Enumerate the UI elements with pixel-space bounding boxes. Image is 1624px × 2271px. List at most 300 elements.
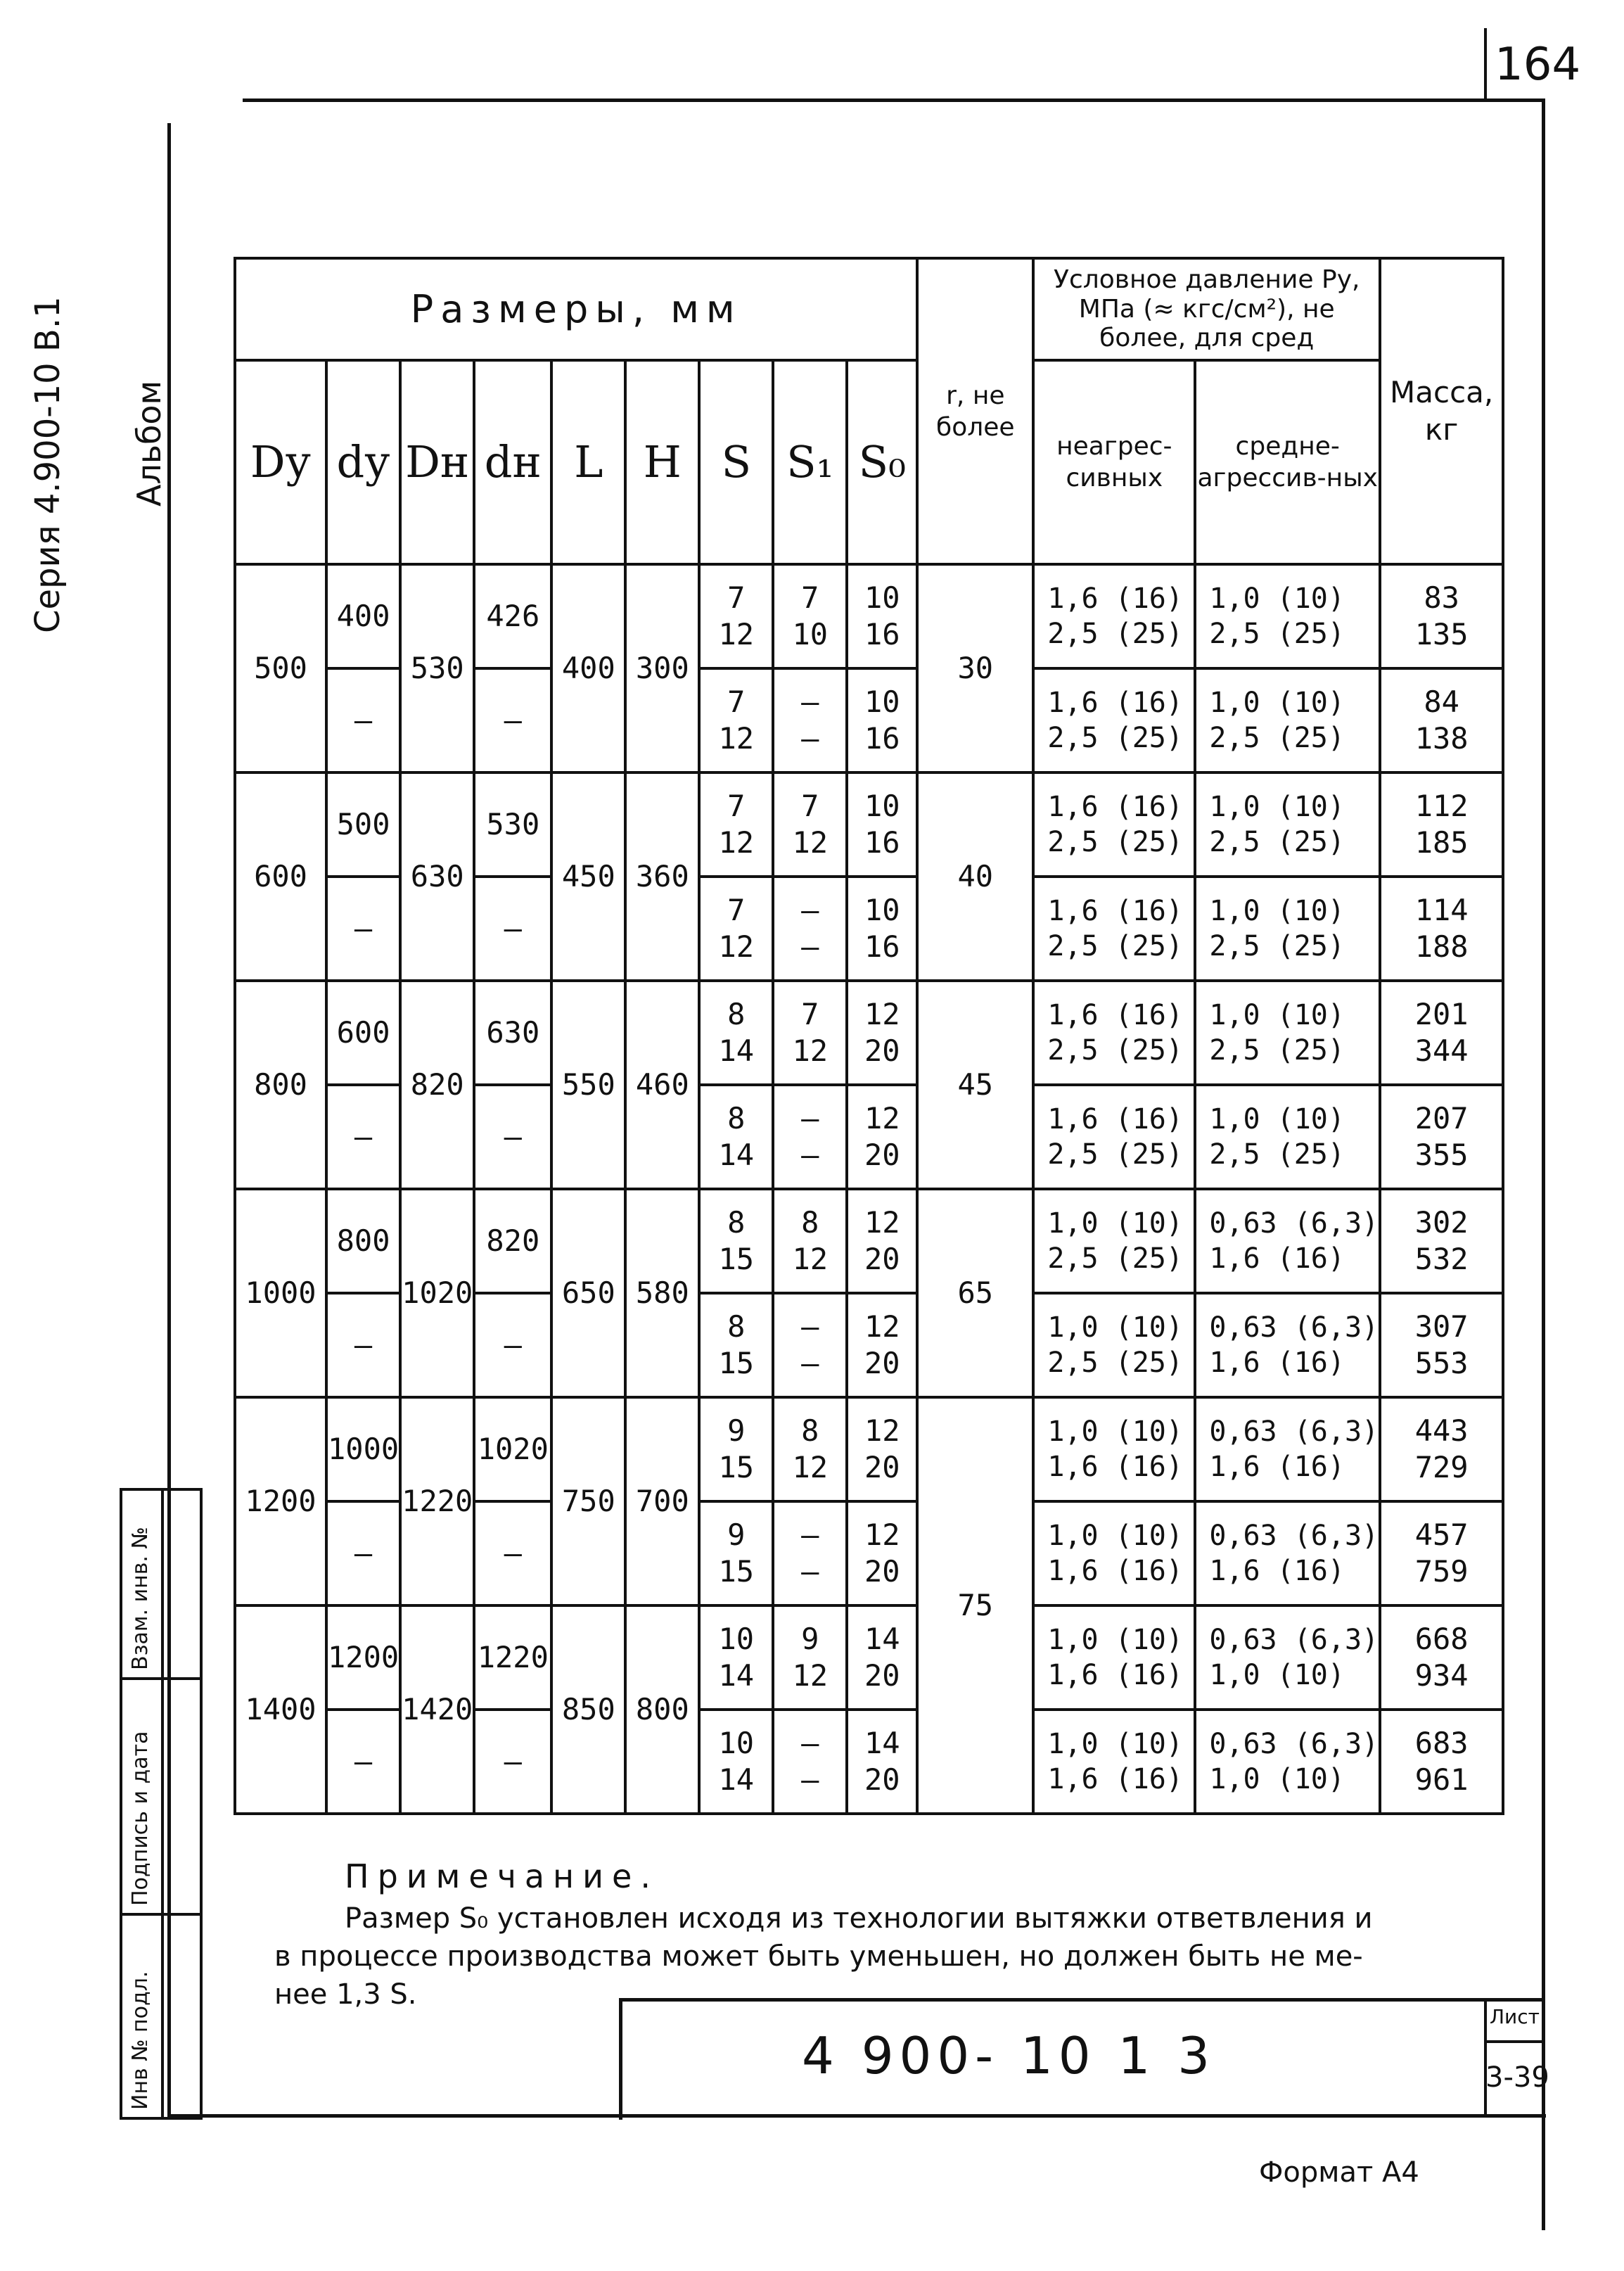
stamp-row-line	[122, 1913, 200, 1916]
cell-mass-value: 553	[1414, 1346, 1469, 1380]
table-row	[235, 1189, 1503, 1293]
cell-pressure-non-aggressive-value: 1,6 (16)	[1047, 791, 1183, 823]
cell-S0-value: 20	[864, 1450, 900, 1484]
cell-pressure-non-aggressive	[1033, 1085, 1195, 1189]
cell-Dy: 1400	[235, 1605, 326, 1814]
cell-Dy: 1000	[235, 1189, 326, 1397]
cell-pressure-medium-aggressive-value: 1,0 (10)	[1209, 791, 1345, 823]
cell-pressure-non-aggressive-value: 1,0 (10)	[1047, 1311, 1183, 1344]
cell-pressure-non-aggressive-value: 1,0 (10)	[1047, 1207, 1183, 1240]
cell-pressure-non-aggressive	[1033, 981, 1195, 1085]
cell-S-value: 14	[718, 1762, 755, 1797]
cell-S1	[773, 1605, 847, 1710]
dimensions-table	[234, 257, 1504, 1815]
cell-S0-value: 10	[864, 788, 900, 823]
cell-mass-value: 961	[1414, 1762, 1469, 1797]
cell-mass-value: 201	[1414, 996, 1469, 1031]
cell-pressure-non-aggressive	[1033, 668, 1195, 772]
cell-pressure-non-aggressive-value: 1,6 (16)	[1047, 583, 1183, 615]
r-header: r, не более	[917, 258, 1033, 564]
cell-S1	[773, 981, 847, 1085]
cell-S1-value: 12	[792, 1450, 829, 1484]
cell-Dn: 1420	[400, 1605, 474, 1814]
table-row	[235, 1605, 1503, 1710]
cell-S0-value: 12	[864, 1100, 900, 1136]
cell-S	[699, 981, 773, 1085]
cell-mass	[1380, 668, 1503, 772]
cell-mass-value: 344	[1414, 1033, 1469, 1068]
cell-pressure-non-aggressive	[1033, 1605, 1195, 1710]
col-S1: S₁	[773, 360, 847, 564]
cell-pressure-non-aggressive-value: 2,5 (25)	[1047, 722, 1183, 754]
cell-S-value: 9	[727, 1517, 746, 1552]
cell-S-value: 10	[718, 1621, 755, 1656]
cell-mass	[1380, 1605, 1503, 1710]
pressure-header: Условное давление Pу, МПа (≈ кгс/см²), не более, для сред	[1033, 258, 1380, 360]
note-line: нее 1,3 S.	[274, 1978, 417, 2011]
cell-S1-value: —	[801, 1517, 819, 1552]
cell-S-value: 10	[718, 1725, 755, 1760]
cell-S-value: 12	[718, 929, 755, 964]
cell-mass-value: 532	[1414, 1242, 1469, 1276]
cell-L: 450	[551, 772, 625, 981]
cell-S-value: 12	[718, 825, 755, 860]
cell-pressure-medium-aggressive-value: 1,6 (16)	[1209, 1555, 1345, 1587]
cell-mass-value: 114	[1414, 892, 1469, 927]
cell-H: 300	[625, 564, 699, 772]
cell-pressure-medium-aggressive	[1195, 668, 1380, 772]
cell-S-value: 15	[718, 1346, 755, 1380]
cell-pressure-non-aggressive	[1033, 1293, 1195, 1397]
cell-S1	[773, 1293, 847, 1397]
cell-pressure-medium-aggressive-value: 0,63 (6,3)	[1209, 1416, 1379, 1448]
cell-pressure-non-aggressive-value: 2,5 (25)	[1047, 1347, 1183, 1379]
col-Dy: Dу	[235, 360, 326, 564]
cell-pressure-medium-aggressive-value: 1,0 (10)	[1209, 1103, 1345, 1136]
cell-pressure-non-aggressive-value: 2,5 (25)	[1047, 618, 1183, 650]
cell-S1-value: 12	[792, 1658, 829, 1693]
cell-pressure-non-aggressive-value: 1,6 (16)	[1047, 895, 1183, 927]
cell-mass	[1380, 564, 1503, 668]
mass-header: Масса, кг	[1380, 258, 1503, 564]
approval-stamp	[120, 1488, 203, 2120]
note-title: Примечание.	[345, 1857, 659, 1895]
cell-S-value: 7	[727, 580, 746, 615]
cell-mass-value: 188	[1414, 929, 1469, 964]
cell-S0	[847, 1293, 917, 1397]
cell-S0-value: 16	[864, 721, 900, 756]
cell-pressure-non-aggressive-value: 1,6 (16)	[1047, 1763, 1183, 1795]
cell-Dn: 630	[400, 772, 474, 981]
cell-mass	[1380, 1293, 1503, 1397]
cell-pressure-medium-aggressive	[1195, 1189, 1380, 1293]
dimensions-header: Размеры, мм	[235, 258, 917, 360]
cell-S0-value: 16	[864, 617, 900, 651]
cell-S0-value: 10	[864, 684, 900, 719]
cell-S0-value: 12	[864, 1413, 900, 1448]
cell-pressure-medium-aggressive	[1195, 1085, 1380, 1189]
cell-pressure-medium-aggressive-value: 1,0 (10)	[1209, 895, 1345, 927]
cell-S1	[773, 564, 847, 668]
note-line: в процессе производства может быть уменьшен, но должен быть не ме-	[274, 1940, 1363, 1973]
cell-dn: —	[474, 668, 551, 772]
cell-S1-value: 9	[801, 1621, 819, 1656]
cell-dn: 426	[474, 564, 551, 668]
cell-pressure-non-aggressive	[1033, 564, 1195, 668]
cell-dn: —	[474, 1501, 551, 1605]
cell-dy: —	[326, 1710, 400, 1814]
cell-S	[699, 1397, 773, 1501]
cell-pressure-medium-aggressive-value: 1,6 (16)	[1209, 1347, 1345, 1379]
cell-S1-value: —	[801, 892, 819, 927]
cell-dy: 1200	[326, 1605, 400, 1710]
cell-S0-value: 20	[864, 1138, 900, 1172]
cell-S	[699, 1710, 773, 1814]
cell-S	[699, 1085, 773, 1189]
cell-S1-value: —	[801, 1725, 819, 1760]
cell-pressure-medium-aggressive	[1195, 981, 1380, 1085]
cell-S1	[773, 1085, 847, 1189]
cell-mass	[1380, 1397, 1503, 1501]
cell-S0	[847, 1605, 917, 1710]
cell-S0	[847, 1189, 917, 1293]
cell-S	[699, 668, 773, 772]
cell-pressure-non-aggressive-value: 1,0 (10)	[1047, 1624, 1183, 1656]
cell-S-value: 7	[727, 788, 746, 823]
medium-aggressive-header: средне-агрессив-ных	[1195, 360, 1380, 564]
cell-S1-value: —	[801, 721, 819, 756]
cell-mass	[1380, 1710, 1503, 1814]
cell-dy: —	[326, 1085, 400, 1189]
cell-dn: 630	[474, 981, 551, 1085]
cell-pressure-non-aggressive-value: 2,5 (25)	[1047, 1138, 1183, 1171]
cell-dn: —	[474, 1293, 551, 1397]
cell-mass-value: 443	[1414, 1413, 1469, 1448]
cell-S-value: 8	[727, 1100, 746, 1136]
cell-S0	[847, 1710, 917, 1814]
stamp-row-line	[122, 1677, 200, 1680]
cell-S1	[773, 1397, 847, 1501]
cell-S1	[773, 1189, 847, 1293]
cell-pressure-medium-aggressive-value: 1,0 (10)	[1209, 583, 1345, 615]
cell-S-value: 8	[727, 996, 746, 1031]
sheet-number-divider	[1484, 28, 1487, 102]
cell-S1-value: —	[801, 1762, 819, 1797]
cell-H: 360	[625, 772, 699, 981]
cell-S-value: 14	[718, 1138, 755, 1172]
cell-pressure-non-aggressive	[1033, 1189, 1195, 1293]
cell-r: 75	[917, 1397, 1033, 1814]
cell-mass-value: 759	[1414, 1554, 1469, 1589]
cell-pressure-medium-aggressive-value: 1,0 (10)	[1209, 1763, 1345, 1795]
cell-S0-value: 20	[864, 1346, 900, 1380]
cell-Dy: 600	[235, 772, 326, 981]
cell-pressure-non-aggressive-value: 1,6 (16)	[1047, 1103, 1183, 1136]
cell-S0-value: 12	[864, 996, 900, 1031]
cell-S1	[773, 877, 847, 981]
cell-pressure-non-aggressive-value: 1,6 (16)	[1047, 1451, 1183, 1483]
cell-S1-value: —	[801, 1346, 819, 1380]
cell-S	[699, 1189, 773, 1293]
cell-mass-value: 729	[1414, 1450, 1469, 1484]
cell-pressure-medium-aggressive-value: 2,5 (25)	[1209, 722, 1345, 754]
cell-mass-value: 185	[1414, 825, 1469, 860]
cell-S1	[773, 668, 847, 772]
cell-pressure-medium-aggressive	[1195, 1293, 1380, 1397]
cell-mass	[1380, 772, 1503, 877]
cell-mass-value: 668	[1414, 1621, 1469, 1656]
cell-S0-value: 10	[864, 580, 900, 615]
cell-S0-value: 20	[864, 1762, 900, 1797]
stamp-signature-label: Подпись и дата	[128, 1731, 153, 1906]
cell-r: 30	[917, 564, 1033, 772]
cell-mass-value: 84	[1424, 684, 1459, 719]
cell-pressure-non-aggressive	[1033, 877, 1195, 981]
sheet-label: Лист	[1490, 2005, 1540, 2028]
cell-dy: —	[326, 1293, 400, 1397]
cell-pressure-non-aggressive-value: 1,6 (16)	[1047, 1659, 1183, 1691]
cell-pressure-medium-aggressive-value: 1,0 (10)	[1209, 1659, 1345, 1691]
cell-r: 40	[917, 772, 1033, 981]
cell-S0-value: 16	[864, 929, 900, 964]
cell-dn: 1220	[474, 1605, 551, 1710]
col-L: L	[551, 360, 625, 564]
cell-S1-value: 12	[792, 825, 829, 860]
cell-pressure-non-aggressive	[1033, 1397, 1195, 1501]
cell-mass-value: 138	[1414, 721, 1469, 756]
non-aggressive-header: неагрес-сивных	[1033, 360, 1195, 564]
cell-L: 750	[551, 1397, 625, 1605]
album-label: Альбом	[130, 380, 168, 507]
cell-mass	[1380, 1189, 1503, 1293]
cell-mass-value: 683	[1414, 1725, 1469, 1760]
cell-S0-value: 14	[864, 1725, 900, 1760]
cell-S1-value: 8	[801, 1413, 819, 1448]
cell-S0	[847, 1501, 917, 1605]
cell-S1-value: —	[801, 684, 819, 719]
col-S: S	[699, 360, 773, 564]
cell-S0	[847, 564, 917, 668]
cell-mass	[1380, 1085, 1503, 1189]
cell-pressure-medium-aggressive-value: 0,63 (6,3)	[1209, 1624, 1379, 1656]
cell-pressure-medium-aggressive-value: 2,5 (25)	[1209, 930, 1345, 962]
cell-pressure-non-aggressive-value: 2,5 (25)	[1047, 826, 1183, 858]
cell-S1-value: —	[801, 1309, 819, 1344]
cell-S1-value: —	[801, 1100, 819, 1136]
cell-S0	[847, 668, 917, 772]
cell-H: 460	[625, 981, 699, 1189]
cell-r: 45	[917, 981, 1033, 1189]
cell-S	[699, 564, 773, 668]
cell-S	[699, 772, 773, 877]
cell-Dn: 530	[400, 564, 474, 772]
stamp-divider	[161, 1491, 164, 2117]
series-label: Серия 4.900-10 В.1	[28, 296, 68, 633]
cell-r: 65	[917, 1189, 1033, 1397]
cell-mass	[1380, 1501, 1503, 1605]
cell-Dy: 800	[235, 981, 326, 1189]
cell-dy: —	[326, 668, 400, 772]
cell-pressure-non-aggressive-value: 1,6 (16)	[1047, 999, 1183, 1031]
cell-dy: 500	[326, 772, 400, 877]
cell-pressure-medium-aggressive	[1195, 1501, 1380, 1605]
cell-S0	[847, 772, 917, 877]
cell-S0-value: 20	[864, 1554, 900, 1589]
stamp-inv-label: Инв № подл.	[128, 1971, 153, 2110]
cell-pressure-medium-aggressive	[1195, 1397, 1380, 1501]
table-row	[235, 1397, 1503, 1501]
cell-pressure-medium-aggressive-value: 1,6 (16)	[1209, 1242, 1345, 1275]
cell-pressure-non-aggressive-value: 1,6 (16)	[1047, 687, 1183, 719]
col-Dn: Dн	[400, 360, 474, 564]
cell-S0-value: 14	[864, 1621, 900, 1656]
note-line: Размер S₀ установлен исходя из технологии вытяжки ответвления и	[345, 1902, 1373, 1935]
cell-S1-value: 7	[801, 788, 819, 823]
cell-S-value: 7	[727, 684, 746, 719]
cell-pressure-non-aggressive	[1033, 1501, 1195, 1605]
cell-dy: 400	[326, 564, 400, 668]
cell-pressure-medium-aggressive-value: 2,5 (25)	[1209, 618, 1345, 650]
cell-S1-value: 8	[801, 1204, 819, 1240]
table-row	[235, 981, 1503, 1085]
note-body	[274, 1900, 1505, 2014]
cell-Dn: 820	[400, 981, 474, 1189]
cell-mass-value: 457	[1414, 1517, 1469, 1552]
cell-S1-value: 12	[792, 1033, 829, 1068]
cell-dy: 800	[326, 1189, 400, 1293]
cell-S0-value: 12	[864, 1204, 900, 1240]
cell-pressure-medium-aggressive-value: 2,5 (25)	[1209, 1138, 1345, 1171]
cell-S0	[847, 1085, 917, 1189]
cell-pressure-medium-aggressive	[1195, 772, 1380, 877]
cell-S1	[773, 1710, 847, 1814]
cell-mass-value: 302	[1414, 1204, 1469, 1240]
table-row	[235, 564, 1503, 668]
cell-dn: 820	[474, 1189, 551, 1293]
cell-L: 650	[551, 1189, 625, 1397]
cell-S-value: 8	[727, 1204, 746, 1240]
cell-dy: 1000	[326, 1397, 400, 1501]
cell-S1-value: —	[801, 1554, 819, 1589]
frame-top-line	[243, 98, 1544, 102]
cell-L: 850	[551, 1605, 625, 1814]
col-dn: dн	[474, 360, 551, 564]
cell-S0-value: 12	[864, 1309, 900, 1344]
table-row	[235, 772, 1503, 877]
cell-Dn: 1020	[400, 1189, 474, 1397]
col-S0: S₀	[847, 360, 917, 564]
cell-pressure-medium-aggressive-value: 1,6 (16)	[1209, 1451, 1345, 1483]
cell-S0-value: 20	[864, 1033, 900, 1068]
cell-pressure-non-aggressive-value: 2,5 (25)	[1047, 1034, 1183, 1067]
cell-pressure-medium-aggressive-value: 0,63 (6,3)	[1209, 1207, 1379, 1240]
cell-mass-value: 112	[1414, 788, 1469, 823]
cell-pressure-medium-aggressive-value: 1,0 (10)	[1209, 687, 1345, 719]
cell-Dy: 1200	[235, 1397, 326, 1605]
cell-S0-value: 12	[864, 1517, 900, 1552]
cell-pressure-medium-aggressive-value: 2,5 (25)	[1209, 1034, 1345, 1067]
cell-dn: 1020	[474, 1397, 551, 1501]
cell-mass-value: 83	[1424, 580, 1459, 615]
cell-S-value: 9	[727, 1413, 746, 1448]
cell-S-value: 12	[718, 721, 755, 756]
col-dy: dу	[326, 360, 400, 564]
cell-dy: —	[326, 877, 400, 981]
cell-S1-value: 12	[792, 1242, 829, 1276]
cell-mass-value: 307	[1414, 1309, 1469, 1344]
cell-mass-value: 355	[1414, 1138, 1469, 1172]
document-code: 4 900- 10 1 3	[802, 2026, 1215, 2085]
cell-S-value: 12	[718, 617, 755, 651]
cell-pressure-non-aggressive-value: 1,0 (10)	[1047, 1520, 1183, 1552]
cell-S	[699, 1605, 773, 1710]
cell-S0	[847, 1397, 917, 1501]
cell-S1-value: 7	[801, 996, 819, 1031]
cell-pressure-non-aggressive	[1033, 1710, 1195, 1814]
cell-S1	[773, 1501, 847, 1605]
cell-S-value: 8	[727, 1309, 746, 1344]
cell-dn: —	[474, 1085, 551, 1189]
cell-S1	[773, 772, 847, 877]
cell-dy: —	[326, 1501, 400, 1605]
cell-pressure-medium-aggressive-value: 0,63 (6,3)	[1209, 1520, 1379, 1552]
cell-S	[699, 1501, 773, 1605]
cell-pressure-non-aggressive-value: 1,0 (10)	[1047, 1416, 1183, 1448]
cell-S0-value: 16	[864, 825, 900, 860]
cell-pressure-medium-aggressive-value: 0,63 (6,3)	[1209, 1311, 1379, 1344]
cell-S0	[847, 981, 917, 1085]
cell-S-value: 7	[727, 892, 746, 927]
cell-S1-value: —	[801, 1138, 819, 1172]
cell-pressure-non-aggressive-value: 1,6 (16)	[1047, 1555, 1183, 1587]
cell-dn: 530	[474, 772, 551, 877]
cell-pressure-non-aggressive-value: 1,0 (10)	[1047, 1728, 1183, 1760]
sheet-box-divider	[1484, 2040, 1544, 2043]
cell-mass-value: 934	[1414, 1658, 1469, 1693]
cell-pressure-medium-aggressive	[1195, 877, 1380, 981]
cell-dn: —	[474, 1710, 551, 1814]
cell-S	[699, 1293, 773, 1397]
col-H: H	[625, 360, 699, 564]
cell-S0-value: 10	[864, 892, 900, 927]
cell-H: 700	[625, 1397, 699, 1605]
cell-dy: 600	[326, 981, 400, 1085]
cell-S-value: 14	[718, 1033, 755, 1068]
cell-S1-value: —	[801, 929, 819, 964]
cell-L: 550	[551, 981, 625, 1189]
cell-S-value: 15	[718, 1450, 755, 1484]
cell-pressure-medium-aggressive-value: 2,5 (25)	[1209, 826, 1345, 858]
cell-S	[699, 877, 773, 981]
cell-S1-value: 7	[801, 580, 819, 615]
cell-pressure-medium-aggressive	[1195, 1605, 1380, 1710]
cell-pressure-medium-aggressive	[1195, 564, 1380, 668]
cell-pressure-medium-aggressive-value: 0,63 (6,3)	[1209, 1728, 1379, 1760]
cell-pressure-non-aggressive-value: 2,5 (25)	[1047, 1242, 1183, 1275]
cell-S0-value: 20	[864, 1658, 900, 1693]
cell-S1-value: 10	[792, 617, 829, 651]
sheet-number: 164	[1495, 39, 1581, 91]
cell-S0-value: 20	[864, 1242, 900, 1276]
cell-S-value: 14	[718, 1658, 755, 1693]
cell-mass	[1380, 877, 1503, 981]
cell-pressure-non-aggressive	[1033, 772, 1195, 877]
cell-H: 800	[625, 1605, 699, 1814]
cell-mass-value: 135	[1414, 617, 1469, 651]
format-label: Формат А4	[1259, 2156, 1419, 2189]
cell-pressure-medium-aggressive-value: 1,0 (10)	[1209, 999, 1345, 1031]
cell-S0	[847, 877, 917, 981]
